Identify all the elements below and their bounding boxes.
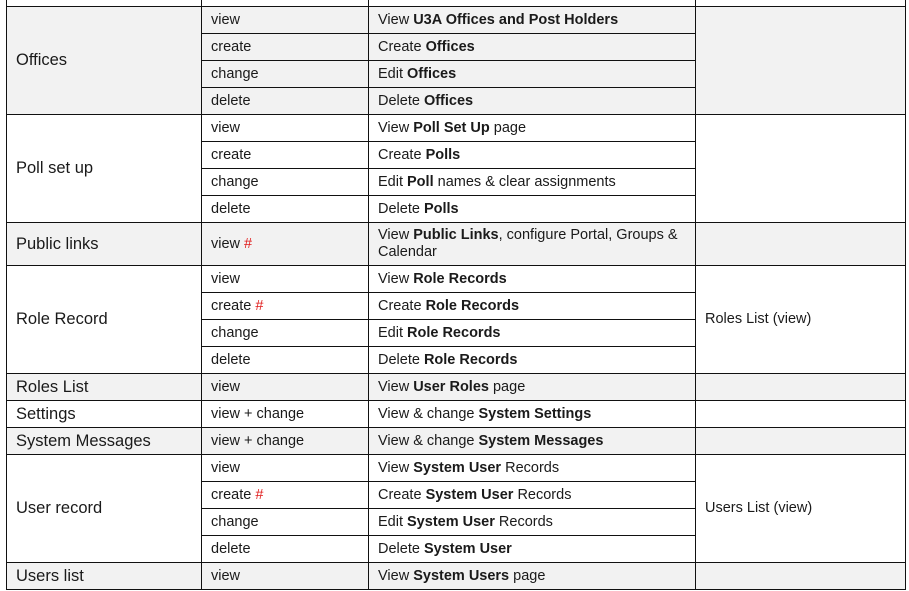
description-prefix: Edit <box>378 65 408 82</box>
table-row <box>7 401 906 428</box>
description-cell <box>369 196 696 223</box>
permissions-table <box>6 0 906 590</box>
description-prefix: View <box>378 227 414 243</box>
description-bold-term: Public Links <box>413 227 499 243</box>
permission-label: change <box>211 513 259 530</box>
area-label: Settings <box>16 404 76 423</box>
requires-cell <box>696 223 906 266</box>
permission-cell <box>202 266 369 293</box>
description-bold-term: Role Records <box>425 297 520 314</box>
requires-cell <box>696 455 906 563</box>
description-cell <box>369 428 696 455</box>
permission-label: create <box>211 486 252 503</box>
permission-label: view <box>211 567 241 584</box>
permission-label: view + change <box>211 432 305 449</box>
permission-label: delete <box>211 92 251 109</box>
permission-cell <box>202 142 369 169</box>
description-suffix: page <box>509 567 546 584</box>
permission-cell <box>202 455 369 482</box>
area-cell <box>7 266 202 374</box>
permission-cell <box>202 320 369 347</box>
permission-cell <box>202 169 369 196</box>
requires-cell <box>696 115 906 223</box>
description-cell <box>369 563 696 590</box>
description-cell <box>369 169 696 196</box>
permission-cell <box>202 347 369 374</box>
description-suffix: , configure Portal, Groups & Calendar <box>378 227 682 260</box>
description-prefix: View <box>378 270 414 287</box>
table-row <box>7 374 906 401</box>
area-cell <box>7 7 202 115</box>
requires-cell <box>696 7 906 115</box>
permission-cell <box>202 482 369 509</box>
description-cell <box>369 34 696 61</box>
description-prefix: View <box>378 378 414 395</box>
description-suffix: Records <box>494 513 553 530</box>
table-row <box>7 266 906 293</box>
table-row <box>7 223 906 266</box>
permission-label: create <box>211 297 252 314</box>
description-bold-term: System Settings <box>478 405 592 422</box>
permission-label: change <box>211 324 259 341</box>
permission-cell <box>202 115 369 142</box>
description-prefix: View <box>378 567 414 584</box>
description-cell <box>369 347 696 374</box>
table-row <box>7 455 906 482</box>
area-label: User record <box>16 499 103 517</box>
description-suffix: Records <box>501 459 560 476</box>
requires-label: Roles List (view) <box>705 311 812 327</box>
permissions-table-body <box>7 0 906 590</box>
description-bold-term: System Messages <box>478 432 604 449</box>
permission-label: delete <box>211 540 251 557</box>
permission-label: view + change <box>211 405 305 422</box>
description-bold-term: System User <box>425 486 514 503</box>
permission-cell <box>202 34 369 61</box>
description-bold-term: Offices <box>425 38 475 55</box>
description-prefix: Create <box>378 297 426 314</box>
area-label: System Messages <box>16 431 151 450</box>
description-prefix: View & change <box>378 405 479 422</box>
description-bold-term: Poll Set Up <box>413 119 490 136</box>
area-label: Public links <box>16 234 99 253</box>
description-bold-term: System User <box>423 540 512 557</box>
permission-cell <box>202 563 369 590</box>
permission-cell <box>202 61 369 88</box>
description-prefix: View & change <box>378 432 479 449</box>
requires-cell <box>696 563 906 590</box>
description-bold-term: System User <box>407 513 495 530</box>
area-cell <box>7 455 202 563</box>
description-cell <box>369 455 696 482</box>
description-cell <box>369 509 696 536</box>
description-bold-term: Polls <box>425 146 461 163</box>
table-row <box>7 7 906 34</box>
description-cell <box>369 61 696 88</box>
permission-label: create <box>211 38 252 55</box>
description-bold-term: Offices <box>423 92 474 109</box>
permission-cell <box>202 7 369 34</box>
area-cell <box>7 115 202 223</box>
permission-cell <box>202 223 369 266</box>
description-suffix: Records <box>513 486 572 503</box>
description-cell <box>369 293 696 320</box>
requires-label: Users List (view) <box>705 500 813 516</box>
description-bold-term: U3A Offices and Post Holders <box>413 11 619 28</box>
hash-flag-marker: # <box>244 235 253 252</box>
description-prefix: Edit <box>378 513 408 530</box>
permission-label: change <box>211 173 259 190</box>
permission-label: view <box>211 270 241 287</box>
table-row <box>7 563 906 590</box>
description-prefix: Edit <box>378 173 408 190</box>
description-prefix: View <box>378 459 414 476</box>
permission-label: view <box>211 459 241 476</box>
permission-cell <box>202 374 369 401</box>
table-row <box>7 428 906 455</box>
description-prefix: Delete <box>378 200 424 217</box>
description-bold-term: User Roles <box>413 378 489 395</box>
description-cell <box>369 223 696 266</box>
description-prefix: View <box>378 11 414 28</box>
permission-cell <box>202 196 369 223</box>
permission-cell <box>202 293 369 320</box>
permission-label: create <box>211 146 252 163</box>
permission-label: view <box>211 378 241 395</box>
description-cell <box>369 374 696 401</box>
area-label: Offices <box>16 51 68 69</box>
area-label: Users list <box>16 566 84 585</box>
description-bold-term: Poll <box>407 173 434 190</box>
hash-flag-marker: # <box>255 297 264 314</box>
description-prefix: Create <box>378 38 426 55</box>
description-cell <box>369 536 696 563</box>
description-cell <box>369 266 696 293</box>
permission-cell <box>202 88 369 115</box>
permission-label: view <box>211 11 241 28</box>
permission-cell <box>202 401 369 428</box>
description-cell <box>369 88 696 115</box>
permission-label: delete <box>211 200 251 217</box>
description-suffix: page <box>488 378 526 395</box>
area-cell <box>7 401 202 428</box>
area-label: Roles List <box>16 377 89 396</box>
permission-label: change <box>211 65 259 82</box>
description-cell <box>369 482 696 509</box>
description-bold-term: Role Records <box>413 270 507 287</box>
description-prefix: Create <box>378 146 426 163</box>
table-row <box>7 115 906 142</box>
description-bold-term: System User <box>413 459 502 476</box>
requires-cell <box>696 401 906 428</box>
description-prefix: Edit <box>378 324 408 341</box>
description-cell <box>369 320 696 347</box>
description-bold-term: Polls <box>423 200 459 217</box>
permission-label: view <box>211 235 241 252</box>
requires-cell <box>696 374 906 401</box>
permission-label: delete <box>211 351 251 368</box>
description-prefix: View <box>378 119 414 136</box>
area-label: Poll set up <box>16 159 94 177</box>
area-cell <box>7 563 202 590</box>
area-cell <box>7 374 202 401</box>
area-label: Role Record <box>16 310 108 328</box>
permission-label: view <box>211 119 241 136</box>
permission-cell <box>202 428 369 455</box>
description-bold-term: Offices <box>407 65 457 82</box>
requires-cell <box>696 266 906 374</box>
description-bold-term: System Users <box>413 567 510 584</box>
description-cell <box>369 7 696 34</box>
requires-cell <box>696 428 906 455</box>
description-cell <box>369 401 696 428</box>
description-cell <box>369 142 696 169</box>
area-cell <box>7 223 202 266</box>
description-prefix: Delete <box>378 92 424 109</box>
description-bold-term: Role Records <box>423 351 518 368</box>
description-suffix: names & clear assignments <box>433 173 616 190</box>
description-bold-term: Role Records <box>407 324 501 341</box>
permission-cell <box>202 509 369 536</box>
description-suffix: page <box>489 119 527 136</box>
description-prefix: Create <box>378 486 426 503</box>
description-prefix: Delete <box>378 351 424 368</box>
description-prefix: Delete <box>378 540 424 557</box>
description-cell <box>369 115 696 142</box>
permission-cell <box>202 536 369 563</box>
area-cell <box>7 428 202 455</box>
hash-flag-marker: # <box>255 486 264 503</box>
